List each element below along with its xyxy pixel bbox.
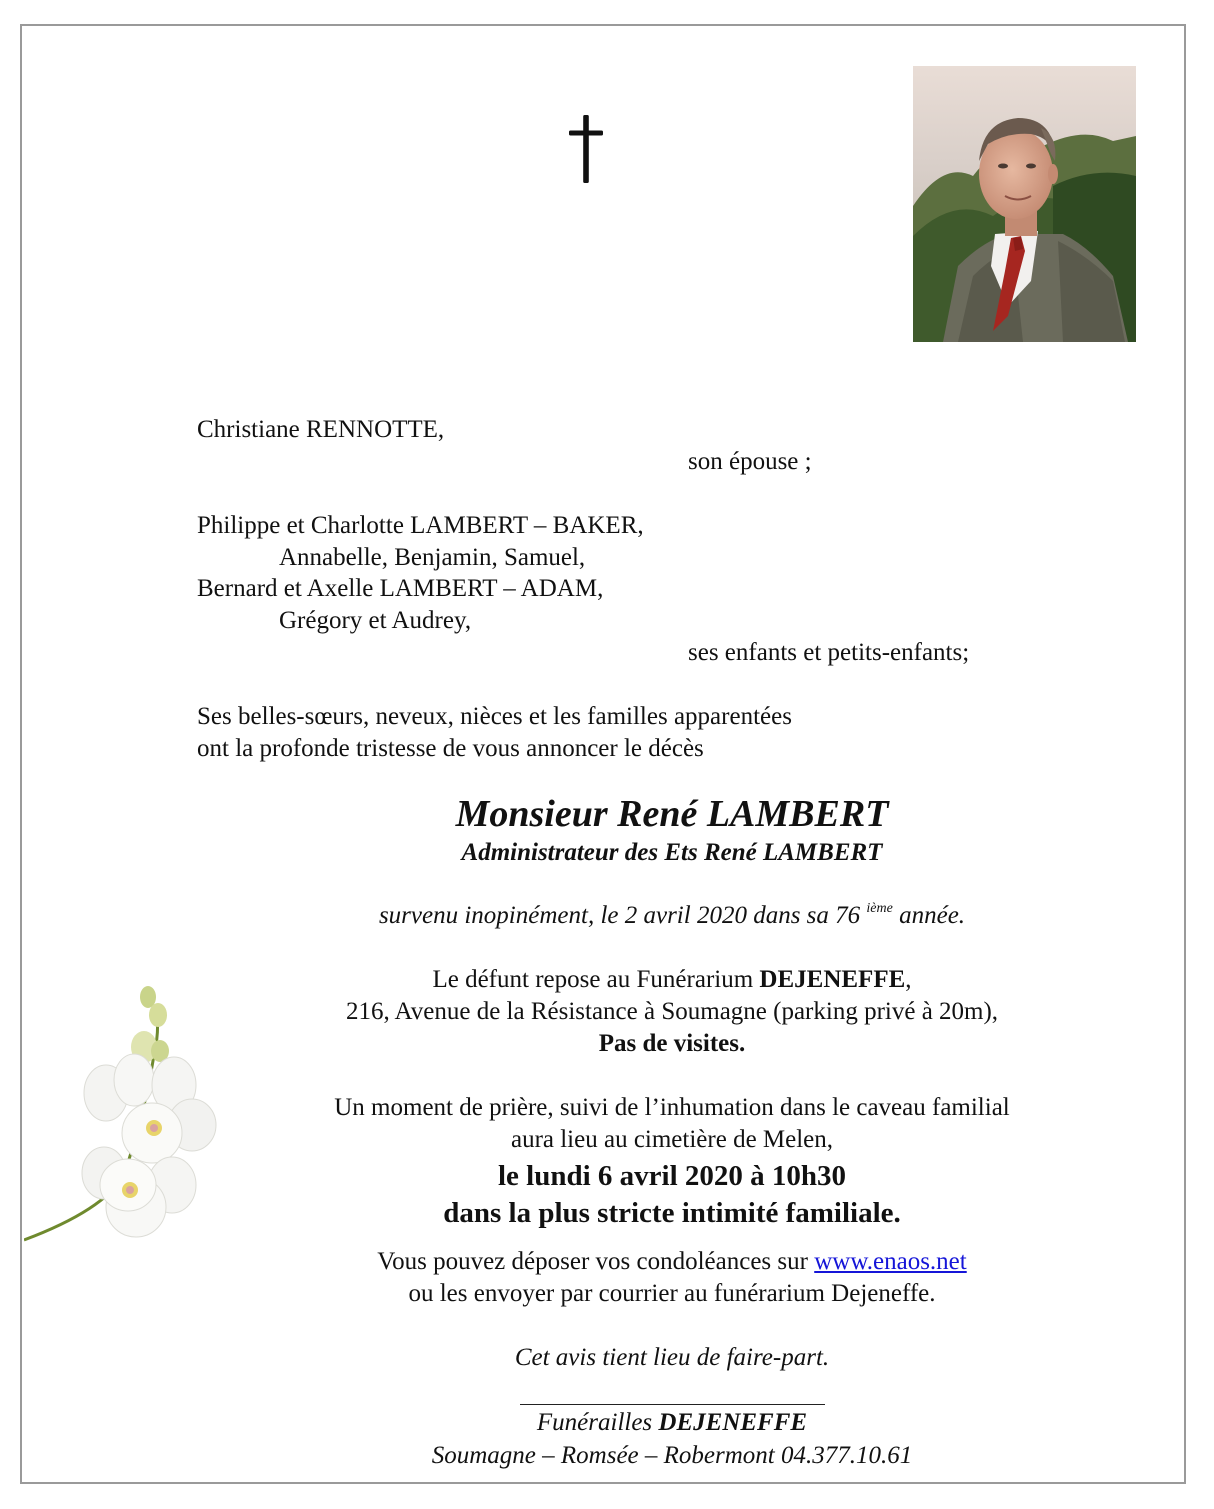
grandchildren-1: Annabelle, Benjamin, Samuel, <box>279 544 586 571</box>
funerarium-line-1: Le défunt repose au Funérarium DEJENEFFE, <box>432 966 912 993</box>
condolences-line-2: ou les envoyer par courrier au funérarium Dejeneffe. <box>408 1280 936 1307</box>
deceased-name: Monsieur René LAMBERT <box>455 793 889 835</box>
ceremony-privacy: dans la plus stricte intimité familiale. <box>443 1197 901 1229</box>
spouse-role: son épouse ; <box>688 448 812 475</box>
spouse-name: Christiane RENNOTTE, <box>197 416 445 443</box>
death-announcement: survenu inopinément, le 2 avril 2020 dans sa 76 $^{ième}$ année. <box>378 901 966 929</box>
ceremony-date: le lundi 6 avril 2020 à 10h30 <box>497 1160 847 1192</box>
footer-locations: Soumagne – Romsée – Robermont 04.377.10.61 <box>431 1442 913 1469</box>
enaos-link[interactable]: www.enaos.net <box>814 1248 967 1275</box>
child-family-2: Bernard et Axelle LAMBERT – ADAM, <box>197 575 604 602</box>
relatives-line-2: ont la profonde tristesse de vous annoncer le décès <box>197 735 704 762</box>
child-family-1: Philippe et Charlotte LAMBERT – BAKER, <box>197 512 644 539</box>
cross-icon <box>566 113 606 187</box>
ceremony-line-1: Un moment de prière, suivi de l’inhumation dans le caveau familial <box>334 1094 1010 1121</box>
funerarium-address: 216, Avenue de la Résistance à Soumagne (parking privé à 20m), <box>345 998 999 1025</box>
ceremony-line-2: aura lieu au cimetière de Melen, <box>510 1126 834 1153</box>
deceased-title: Administrateur des Ets René LAMBERT <box>461 839 883 866</box>
relatives-line-1: Ses belles-sœurs, neveux, nièces et les familles apparentées <box>197 703 792 730</box>
grandchildren-2: Grégory et Audrey, <box>279 607 472 634</box>
condolences-line-1: Vous pouvez déposer vos condoléances sur www.enaos.net <box>377 1248 967 1275</box>
children-role: ses enfants et petits-enfants; <box>688 639 970 666</box>
portrait-photo <box>913 66 1136 342</box>
notice-text: Cet avis tient lieu de faire-part. <box>514 1344 830 1371</box>
footer-company: Funérailles DEJENEFFE <box>536 1409 808 1436</box>
footer-rule <box>520 1404 825 1405</box>
no-visits: Pas de visites. <box>598 1030 746 1057</box>
